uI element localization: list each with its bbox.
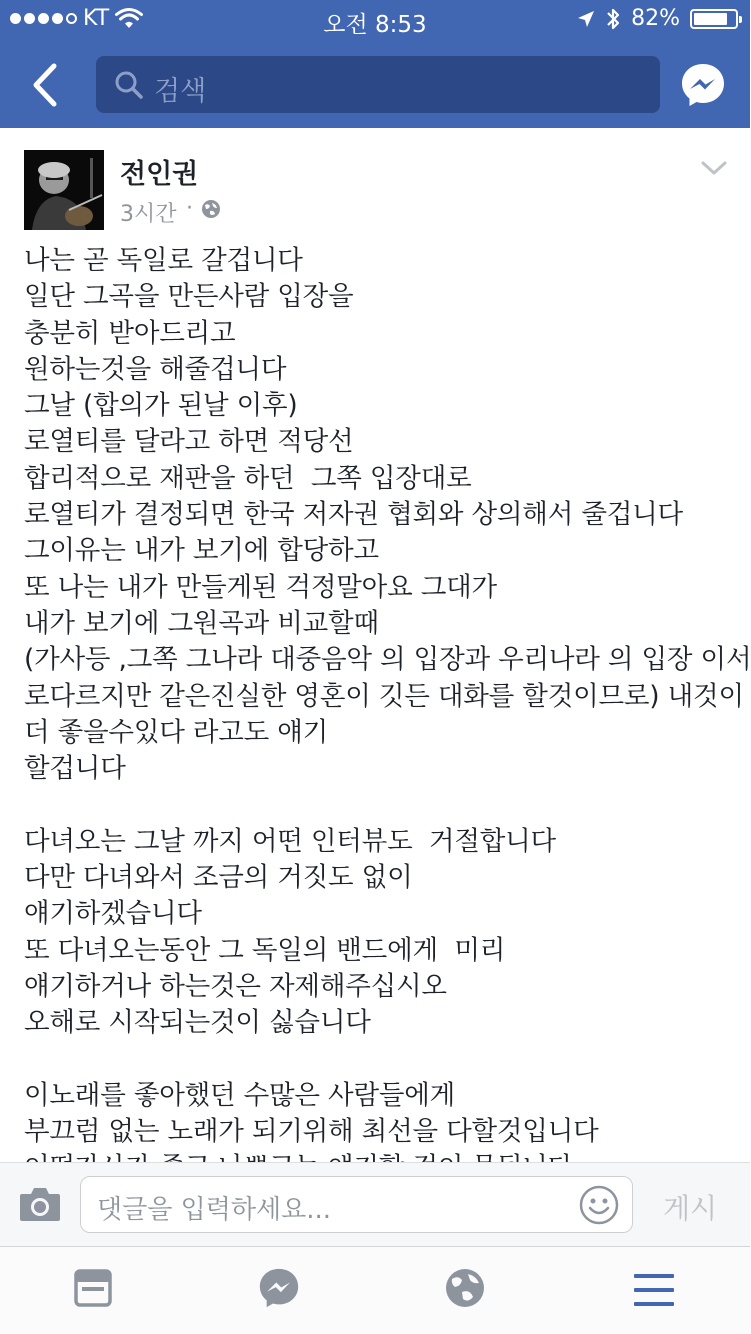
post-comment-button[interactable]: 게시 (663, 1192, 718, 1225)
news-feed-icon[interactable] (74, 1269, 112, 1307)
chevron-down-icon[interactable] (700, 158, 728, 178)
avatar-photo (24, 150, 104, 230)
post-text-line: 로다르지만 같은진실한 영혼이 깃든 대화를 할것이므로) 내것이 (24, 680, 744, 712)
post-text-line (24, 1042, 739, 1078)
post-text-line: 합리적으로 재판을 하던 그쪽 입장대로 (24, 462, 472, 494)
search-input[interactable] (96, 56, 660, 113)
post-text-line: 얘기하거나 하는것은 자제해주십시오 (24, 970, 447, 1002)
post-text-line: 할겁니다 (24, 753, 126, 785)
back-arrow-icon[interactable] (26, 60, 66, 110)
post-text-line: 그날 (합의가 된날 이후) (24, 390, 298, 422)
comment-placeholder: 댓글을 입력하세요... (97, 1195, 331, 1225)
meta-separator: · (186, 196, 193, 221)
public-globe-icon (201, 199, 221, 219)
post-text-line: 이노래를 좋아했던 수많은 사람들에게 (24, 1079, 456, 1111)
post-text-line: 나는 곧 독일로 갈겁니다 (24, 245, 303, 276)
search-placeholder: 검색 (154, 76, 207, 107)
post-text-line: 또 나는 내가 만들게된 걱정말아요 그대가 (24, 571, 497, 603)
comment-composer (0, 1162, 750, 1246)
status-time: 오전 8:53 (323, 12, 427, 38)
carrier-label: KT (83, 6, 110, 31)
post-text-line: 그이유는 내가 보기에 합당하고 (24, 535, 379, 567)
author-name[interactable]: 전인권 (120, 159, 199, 190)
post-text-line: 더 좋을수있다 라고도 얘기 (24, 716, 329, 748)
emoji-icon[interactable] (579, 1185, 619, 1225)
post-text-line: 일단 그곡을 만든사람 입장을 (24, 281, 354, 313)
comment-input[interactable] (80, 1176, 633, 1233)
search-icon (114, 70, 144, 100)
status-right (577, 6, 738, 31)
globe-notifications-icon[interactable] (444, 1267, 486, 1309)
battery-level (694, 13, 727, 25)
post-text-line (24, 787, 739, 823)
battery-icon (690, 9, 738, 29)
battery-percent: 82% (631, 6, 680, 31)
post-text-line: 로열티를 달라고 하면 적당선 (24, 426, 354, 458)
bottom-tab-bar (0, 1246, 750, 1334)
post-text-line: 또 다녀오는동안 그 독일의 밴드에게 미리 (24, 934, 506, 966)
post-timestamp[interactable]: 3시간 (120, 202, 177, 227)
post-text-line: 내가 보기에 그원곡과 비교할때 (24, 607, 379, 639)
status-bar (0, 0, 750, 40)
post-text-line: 원하는것을 해줄겁니다 (24, 353, 287, 385)
post-text-line: 오해로 시작되는것이 싫습니다 (24, 1007, 371, 1039)
post-text-line: 다만 다녀와서 조금의 거짓도 없이 (24, 862, 413, 894)
camera-icon[interactable] (18, 1185, 62, 1223)
bluetooth-icon (605, 7, 621, 31)
menu-icon[interactable] (634, 1273, 674, 1307)
messenger-icon[interactable] (258, 1267, 300, 1309)
post-text-line: 충분히 받아드리고 (24, 317, 236, 349)
post-text-line: 부끄럼 없는 노래가 되기위해 최선을 다할것입니다 (24, 1116, 599, 1148)
messenger-icon[interactable] (680, 62, 726, 108)
post-text-line: (가사등 ,그쪽 그나라 대중음악 의 입장과 우리나라 의 입장 이서 (24, 644, 751, 676)
post-text (24, 243, 751, 1161)
post-text-line: 얘기하겠습니다 (24, 898, 202, 930)
location-arrow-icon (577, 10, 595, 28)
top-navigation-bar (0, 0, 750, 128)
author-avatar[interactable] (24, 150, 104, 230)
post-text-line: 로열티가 결정되면 한국 저자권 협회와 상의해서 줄겁니다 (24, 499, 683, 531)
post-text-line: 다녀오는 그날 까지 어떤 인터뷰도 거절합니다 (24, 825, 556, 857)
